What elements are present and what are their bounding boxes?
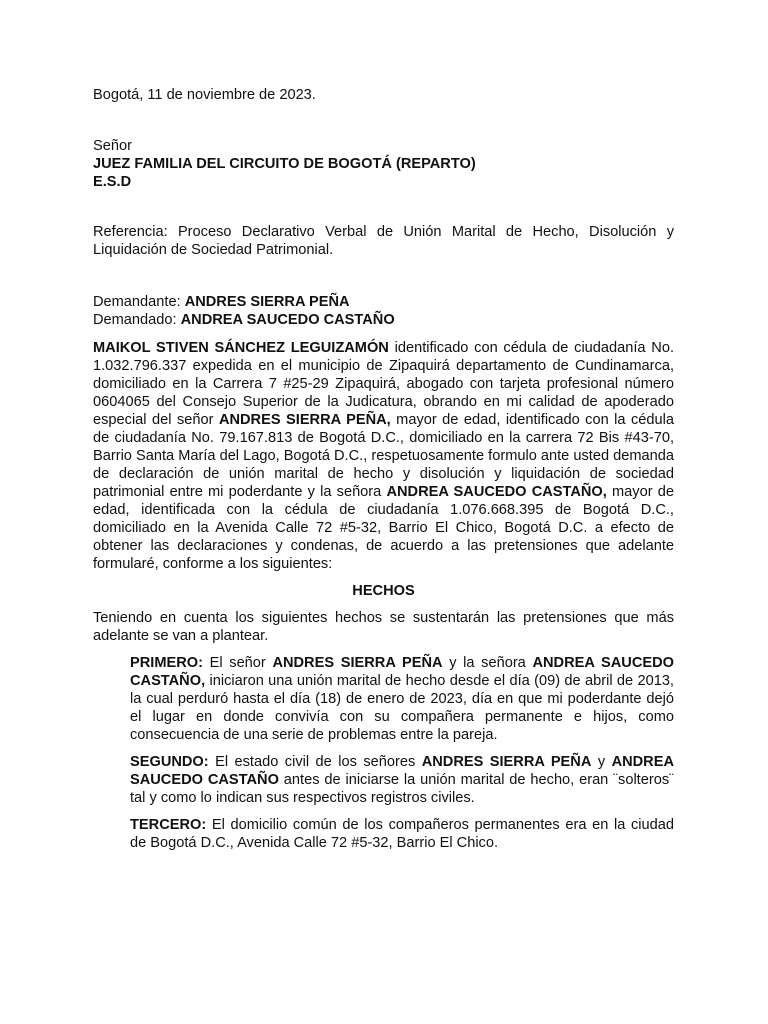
fact-text: ANDRES SIERRA PEÑA	[421, 754, 592, 770]
fact-label: TERCERO:	[130, 817, 207, 833]
intro-defendant-name: ANDREA SAUCEDO CASTAÑO,	[386, 484, 607, 500]
client-name: ANDRES SIERRA PEÑA,	[218, 412, 391, 428]
date-line: Bogotá, 11 de noviembre de 2023.	[93, 87, 316, 103]
fact-paragraph	[130, 654, 674, 744]
fact-text: El estado civil de los señores	[208, 754, 422, 770]
intro-text-2: mayor de edad, identificado con la cédula de ciudadanía No. 79.167.813 de Bogotá D.C., domiciliado en la carrera 72 Bis #43-70, Barrio Santa María del Lago, Bogotá D.C., respetuosamente formulo ante usted demanda de declaración de unión marital de hecho y disolución y liquidación de sociedad patrimonial entre mi poderdante y la señora	[93, 412, 674, 500]
fact-text: antes de iniciarse la unión marital de hecho, eran ¨solteros¨ tal y como lo indican sus respectivos registros civiles.	[130, 772, 674, 806]
intro-paragraph	[93, 339, 674, 573]
parties-block	[93, 293, 674, 329]
defendant-line	[93, 311, 674, 329]
fact-paragraph	[130, 753, 674, 807]
fact-text: ANDREA SAUCEDO CASTAÑO,	[130, 655, 674, 689]
plaintiff-label: Demandante:	[93, 294, 185, 310]
reference-line: Referencia: Proceso Declarativo Verbal de Unión Marital de Hecho, Disolución y Liquidación de Sociedad Patrimonial.	[93, 224, 674, 258]
plaintiff-name: ANDRES SIERRA PEÑA	[184, 294, 350, 310]
attorney-name: MAIKOL STIVEN SÁNCHEZ LEGUIZAMÓN	[93, 340, 389, 356]
intro-text-1: identificado con cédula de ciudadanía No. 1.032.796.337 expedida en el municipio de Zipaquirá departamento de Cundinamarca, domiciliado en la Carrera 7 #25-29 Zipaquirá, abogado con tarjeta profesional número 0604065 del Consejo Superior de la Judicatura, obrando en mi calidad de apoderado especial del señor	[93, 340, 674, 428]
facts-list	[93, 654, 674, 852]
fact-text: iniciaron una unión marital de hecho desde el día (09) de abril de 2013, la cual perduró hasta el día (18) de enero de 2023, día en que mi poderdante dejó el lugar en donde convivía con su compañera permanente e hijos, como consecuencia de una serie de problemas entre la pareja.	[130, 673, 674, 743]
defendant-label: Demandado:	[93, 312, 181, 328]
fact-text: El domicilio común de los compañeros permanentes era en la ciudad de Bogotá D.C., Avenida Calle 72 #5-32, Barrio El Chico.	[130, 817, 674, 851]
facts-lead: Teniendo en cuenta los siguientes hechos se sustentarán las pretensiones que más adelante se van a plantear.	[93, 610, 674, 644]
fact-label: PRIMERO:	[130, 655, 203, 671]
fact-text: El señor	[202, 655, 273, 671]
addressee-esd: E.S.D	[93, 174, 132, 190]
fact-label: SEGUNDO:	[130, 754, 209, 770]
section-title: HECHOS	[352, 583, 415, 599]
fact-text: ANDREA SAUCEDO CASTAÑO	[130, 754, 674, 788]
addressee-salutation: Señor	[93, 138, 132, 154]
addressee-court: JUEZ FAMILIA DEL CIRCUITO DE BOGOTÁ (REPARTO)	[93, 156, 476, 172]
fact-paragraph	[130, 816, 674, 852]
fact-text: ANDRES SIERRA PEÑA	[272, 655, 443, 671]
intro-text-3: mayor de edad, identificada con la cédula de ciudadanía 1.076.668.395 de Bogotá D.C., domiciliado en la Avenida Calle 72 #5-32, Barrio El Chico, Bogotá D.C. a efecto de obtener las declaraciones y condenas, de acuerdo a las pretensiones que adelante formularé, conforme a los siguientes:	[93, 484, 674, 572]
addressee-block	[93, 137, 674, 191]
fact-text: y	[591, 754, 612, 770]
plaintiff-line	[93, 293, 674, 311]
defendant-name: ANDREA SAUCEDO CASTAÑO	[180, 312, 395, 328]
fact-text: y la señora	[442, 655, 533, 671]
